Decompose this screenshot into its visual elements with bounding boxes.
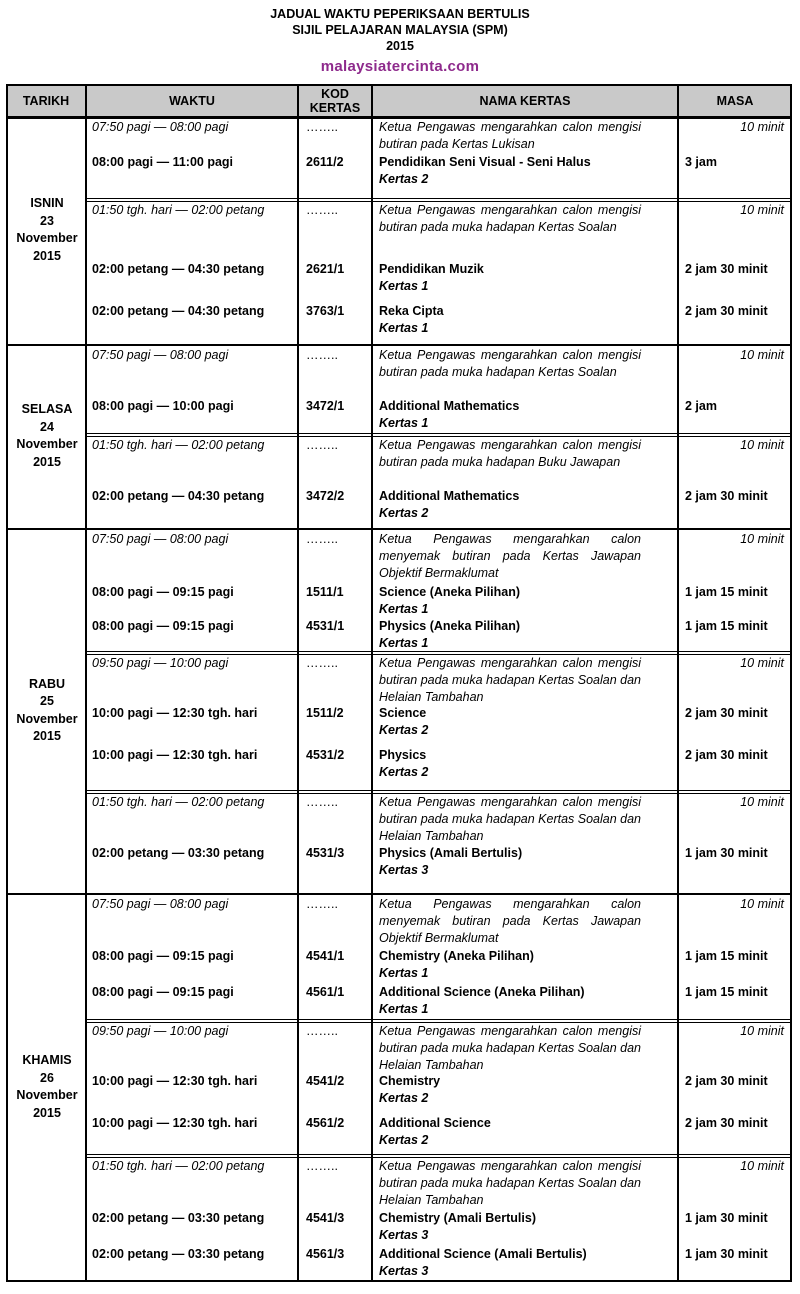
prep-duration: 10 minit bbox=[740, 1159, 784, 1173]
exam-duration: 2 jam 30 minit bbox=[685, 489, 768, 503]
session-rule bbox=[86, 198, 792, 199]
prep-instruction: Ketua Pengawas mengarahkan calon mengisi butiran pada muka hadapan Kertas Soalan bbox=[379, 203, 641, 234]
exam-name: Chemistry (Amali Bertulis) bbox=[379, 1211, 536, 1225]
prep-instruction: Ketua Pengawas mengarahkan calon mengisi butiran pada muka hadapan Kertas Soalan dan Helaian Tambahan bbox=[379, 795, 641, 843]
prep-code: …….. bbox=[306, 1159, 338, 1173]
prep-time: 01:50 tgh. hari — 02:00 petang bbox=[92, 1159, 265, 1173]
exam-code: 2621/1 bbox=[306, 262, 345, 276]
day-label bbox=[8, 401, 86, 471]
prep-duration: 10 minit bbox=[740, 1024, 784, 1038]
prep-time: 01:50 tgh. hari — 02:00 petang bbox=[92, 438, 265, 452]
exam-time: 02:00 petang — 04:30 petang bbox=[92, 489, 265, 503]
prep-code: …….. bbox=[306, 897, 338, 911]
exam-code: 4541/1 bbox=[306, 949, 345, 963]
exam-duration: 1 jam 15 minit bbox=[685, 585, 768, 599]
day-label-date: 24 bbox=[40, 419, 54, 434]
prep-time: 09:50 pagi — 10:00 pagi bbox=[92, 1024, 229, 1038]
exam-duration: 2 jam 30 minit bbox=[685, 1116, 768, 1130]
prep-duration: 10 minit bbox=[740, 897, 784, 911]
day-label-date: 23 bbox=[40, 213, 54, 228]
exam-time: 02:00 petang — 03:30 petang bbox=[92, 1211, 265, 1225]
exam-paper: Kertas 3 bbox=[379, 1264, 429, 1278]
exam-name: Physics bbox=[379, 748, 427, 762]
prep-instruction: Ketua Pengawas mengarahkan calon mengisi butiran pada muka hadapan Kertas Soalan bbox=[379, 348, 641, 379]
exam-name: Pendidikan Muzik bbox=[379, 262, 484, 276]
exam-name: Chemistry bbox=[379, 1074, 441, 1088]
column-header-waktu: WAKTU bbox=[169, 94, 215, 108]
exam-duration: 2 jam 30 minit bbox=[685, 706, 768, 720]
exam-time: 10:00 pagi — 12:30 tgh. hari bbox=[92, 748, 258, 762]
exam-name: Chemistry (Aneka Pilihan) bbox=[379, 949, 534, 963]
session-rule bbox=[86, 1019, 792, 1020]
exam-time: 08:00 pagi — 09:15 pagi bbox=[92, 619, 234, 633]
day-label-day: SELASA bbox=[21, 402, 73, 416]
prep-instruction: Ketua Pengawas mengarahkan calon mengisi butiran pada muka hadapan Kertas Soalan dan Helaian Tambahan bbox=[379, 1159, 641, 1207]
prep-instruction: Ketua Pengawas mengarahkan calon mengisi butiran pada muka hadapan Kertas Soalan dan Helaian Tambahan bbox=[379, 656, 641, 704]
exam-duration: 2 jam 30 minit bbox=[685, 1074, 768, 1088]
exam-duration: 1 jam 15 minit bbox=[685, 949, 768, 963]
prep-code: …….. bbox=[306, 120, 338, 134]
prep-code: …….. bbox=[306, 795, 338, 809]
session-rule bbox=[86, 790, 792, 791]
prep-duration: 10 minit bbox=[740, 348, 784, 362]
exam-time: 08:00 pagi — 10:00 pagi bbox=[92, 399, 234, 413]
exam-paper: Kertas 1 bbox=[379, 279, 429, 293]
exam-code: 4541/2 bbox=[306, 1074, 345, 1088]
exam-duration: 1 jam 15 minit bbox=[685, 985, 768, 999]
exam-code: 4561/2 bbox=[306, 1116, 345, 1130]
prep-instruction: Ketua Pengawas mengarahkan calon menyemak butiran pada Kertas Jawapan Objektif Bermaklumat bbox=[379, 532, 641, 580]
day-label-year: 2015 bbox=[33, 1105, 61, 1120]
exam-duration: 2 jam bbox=[685, 399, 717, 413]
exam-duration: 1 jam 30 minit bbox=[685, 1211, 768, 1225]
exam-code: 4561/3 bbox=[306, 1247, 345, 1261]
day-label-year: 2015 bbox=[33, 248, 61, 263]
day-label-month: November bbox=[16, 1088, 78, 1102]
prep-instruction: Ketua Pengawas mengarahkan calon mengisi butiran pada muka hadapan Kertas Soalan dan Helaian Tambahan bbox=[379, 1024, 641, 1072]
title-line-2: SIJIL PELAJARAN MALAYSIA (SPM) bbox=[292, 23, 508, 37]
exam-name: Additional Science (Amali Bertulis) bbox=[379, 1247, 587, 1261]
exam-duration: 2 jam 30 minit bbox=[685, 748, 768, 762]
exam-name: Physics (Amali Bertulis) bbox=[379, 846, 523, 860]
prep-code: …….. bbox=[306, 203, 338, 217]
exam-duration: 1 jam 30 minit bbox=[685, 1247, 768, 1261]
exam-name: Physics (Aneka Pilihan) bbox=[379, 619, 521, 633]
exam-time: 10:00 pagi — 12:30 tgh. hari bbox=[92, 1074, 258, 1088]
column-rule bbox=[677, 84, 679, 1282]
exam-paper: Kertas 2 bbox=[379, 765, 429, 779]
session-rule bbox=[86, 651, 792, 652]
day-label bbox=[8, 676, 86, 746]
exam-duration: 2 jam 30 minit bbox=[685, 304, 768, 318]
exam-code: 4531/1 bbox=[306, 619, 345, 633]
exam-paper: Kertas 3 bbox=[379, 1228, 429, 1242]
day-label-year: 2015 bbox=[33, 729, 61, 743]
exam-duration: 1 jam 30 minit bbox=[685, 846, 768, 860]
session-rule bbox=[86, 1154, 792, 1155]
prep-time: 01:50 tgh. hari — 02:00 petang bbox=[92, 795, 265, 809]
prep-time: 07:50 pagi — 08:00 pagi bbox=[92, 120, 229, 134]
exam-time: 10:00 pagi — 12:30 tgh. hari bbox=[92, 706, 258, 720]
exam-code: 1511/1 bbox=[306, 585, 344, 599]
exam-name: Additional Mathematics bbox=[379, 489, 520, 503]
exam-time: 02:00 petang — 03:30 petang bbox=[92, 1247, 265, 1261]
exam-time: 08:00 pagi — 11:00 pagi bbox=[92, 155, 234, 169]
exam-time: 02:00 petang — 04:30 petang bbox=[92, 304, 265, 318]
prep-code: …….. bbox=[306, 532, 338, 546]
day-label bbox=[8, 195, 86, 265]
prep-time: 07:50 pagi — 08:00 pagi bbox=[92, 532, 229, 546]
exam-paper: Kertas 2 bbox=[379, 1133, 429, 1147]
brand-watermark: malaysiatercinta.com bbox=[320, 58, 480, 75]
prep-time: 07:50 pagi — 08:00 pagi bbox=[92, 348, 229, 362]
exam-paper: Kertas 3 bbox=[379, 863, 429, 877]
title-year: 2015 bbox=[386, 39, 414, 53]
day-label-month: November bbox=[16, 231, 78, 245]
exam-name: Additional Mathematics bbox=[379, 399, 520, 413]
exam-duration: 3 jam bbox=[685, 155, 717, 169]
exam-time: 08:00 pagi — 09:15 pagi bbox=[92, 949, 234, 963]
exam-time: 02:00 petang — 04:30 petang bbox=[92, 262, 265, 276]
prep-instruction: Ketua Pengawas mengarahkan calon mengisi butiran pada Kertas Lukisan bbox=[379, 120, 641, 151]
exam-paper: Kertas 1 bbox=[379, 602, 429, 616]
exam-paper: Kertas 1 bbox=[379, 636, 429, 650]
exam-time: 02:00 petang — 03:30 petang bbox=[92, 846, 265, 860]
exam-paper: Kertas 1 bbox=[379, 1002, 429, 1016]
column-header-kod-line2: KERTAS bbox=[309, 101, 361, 115]
exam-paper: Kertas 1 bbox=[379, 416, 429, 430]
exam-name: Pendidikan Seni Visual - Seni Halus bbox=[379, 155, 591, 169]
prep-time: 09:50 pagi — 10:00 pagi bbox=[92, 656, 229, 670]
exam-code: 3472/1 bbox=[306, 399, 345, 413]
exam-paper: Kertas 2 bbox=[379, 172, 429, 186]
exam-name: Additional Science (Aneka Pilihan) bbox=[379, 985, 585, 999]
day-label-month: November bbox=[16, 437, 78, 451]
day-label-year: 2015 bbox=[33, 454, 61, 469]
session-rule bbox=[86, 433, 792, 434]
column-header-masa: MASA bbox=[716, 94, 754, 108]
prep-code: …….. bbox=[306, 1024, 338, 1038]
exam-code: 4531/2 bbox=[306, 748, 345, 762]
day-label-day: ISNIN bbox=[30, 196, 64, 210]
exam-code: 3763/1 bbox=[306, 304, 345, 318]
exam-time: 08:00 pagi — 09:15 pagi bbox=[92, 585, 234, 599]
column-rule bbox=[297, 84, 299, 1282]
exam-name: Science (Aneka Pilihan) bbox=[379, 585, 521, 599]
exam-code: 1511/2 bbox=[306, 706, 344, 720]
day-label bbox=[8, 1052, 86, 1122]
day-rule bbox=[6, 893, 792, 895]
title-line-1: JADUAL WAKTU PEPERIKSAAN BERTULIS bbox=[270, 7, 530, 21]
exam-paper: Kertas 1 bbox=[379, 966, 429, 980]
column-rule bbox=[371, 84, 373, 1282]
exam-code: 4531/3 bbox=[306, 846, 345, 860]
exam-time: 08:00 pagi — 09:15 pagi bbox=[92, 985, 234, 999]
prep-duration: 10 minit bbox=[740, 795, 784, 809]
exam-code: 4561/1 bbox=[306, 985, 345, 999]
prep-duration: 10 minit bbox=[740, 532, 784, 546]
day-rule bbox=[6, 344, 792, 346]
prep-duration: 10 minit bbox=[740, 656, 784, 670]
prep-duration: 10 minit bbox=[740, 203, 784, 217]
prep-instruction: Ketua Pengawas mengarahkan calon menyemak butiran pada Kertas Jawapan Objektif Bermaklumat bbox=[379, 897, 641, 945]
day-label-date: 26 bbox=[40, 1070, 54, 1085]
exam-paper: Kertas 2 bbox=[379, 506, 429, 520]
exam-name: Additional Science bbox=[379, 1116, 491, 1130]
day-rule bbox=[6, 528, 792, 530]
day-label-date: 25 bbox=[40, 694, 54, 708]
exam-duration: 2 jam 30 minit bbox=[685, 262, 768, 276]
prep-duration: 10 minit bbox=[740, 438, 784, 452]
exam-code: 2611/2 bbox=[306, 155, 344, 169]
prep-code: …….. bbox=[306, 348, 338, 362]
exam-duration: 1 jam 15 minit bbox=[685, 619, 768, 633]
exam-time: 10:00 pagi — 12:30 tgh. hari bbox=[92, 1116, 258, 1130]
exam-paper: Kertas 1 bbox=[379, 321, 429, 335]
day-label-day: KHAMIS bbox=[22, 1053, 72, 1067]
column-header-kod-line1: KOD bbox=[321, 87, 349, 101]
day-label-month: November bbox=[16, 711, 78, 726]
exam-name: Science bbox=[379, 706, 427, 720]
prep-instruction: Ketua Pengawas mengarahkan calon mengisi butiran pada muka hadapan Buku Jawapan bbox=[379, 438, 641, 469]
prep-code: …….. bbox=[306, 656, 338, 670]
column-header-tarikh: TARIKH bbox=[22, 94, 70, 108]
prep-time: 07:50 pagi — 08:00 pagi bbox=[92, 897, 229, 911]
day-label-day: RABU bbox=[28, 676, 66, 691]
exam-paper: Kertas 2 bbox=[379, 723, 429, 737]
exam-name: Reka Cipta bbox=[379, 304, 444, 318]
exam-paper: Kertas 2 bbox=[379, 1091, 429, 1105]
column-header-nama: NAMA KERTAS bbox=[479, 94, 571, 108]
prep-code: …….. bbox=[306, 438, 338, 452]
exam-code: 4541/3 bbox=[306, 1211, 345, 1225]
exam-code: 3472/2 bbox=[306, 489, 345, 503]
prep-duration: 10 minit bbox=[740, 120, 784, 134]
prep-time: 01:50 tgh. hari — 02:00 petang bbox=[92, 203, 265, 217]
